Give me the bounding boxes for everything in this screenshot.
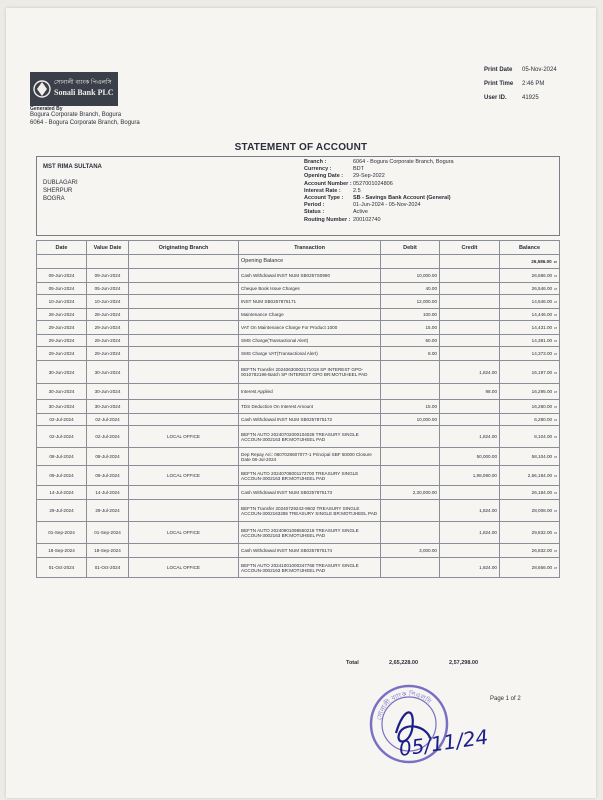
row-value-date: 02-Jul-2024 — [87, 414, 129, 426]
table-row — [37, 269, 560, 283]
opening-balance-row — [37, 255, 560, 269]
table-row — [37, 544, 560, 558]
row-date: 30-Jun-2024 — [37, 400, 87, 414]
table-row — [37, 321, 560, 335]
row-branch: LOCAL OFFICE — [129, 522, 239, 544]
user-id: User ID. 41925 — [484, 95, 539, 101]
table-row — [37, 361, 560, 384]
row-transaction: BEFTN AUTO 20240901098550218 TREASURY SINGLE ACCOUN-3002163 BR:MOTIJHEEL PAD — [239, 522, 381, 544]
row-credit — [440, 335, 500, 347]
row-debit — [381, 361, 440, 384]
row-credit — [440, 544, 500, 558]
col-value-date: Value Date — [87, 241, 129, 255]
row-transaction: BEFTN AUTO 20240708001173700 TREASURY SINGLE ACCOUN-3002163 BR:MOTIJHEEL PAD — [239, 466, 381, 486]
row-debit — [381, 448, 440, 466]
row-credit: 1,98,080.00 — [440, 466, 500, 486]
total-label: Total — [346, 660, 359, 666]
row-transaction: Maintenance Charge — [239, 309, 381, 321]
row-date: 29-Jun-2024 — [37, 335, 87, 347]
row-debit — [381, 466, 440, 486]
row-balance: 26,184.00 cr — [500, 486, 560, 500]
table-row — [37, 347, 560, 361]
interest-rate-field: Interest Rate : 2.5 — [304, 187, 361, 194]
row-debit: 40.00 — [381, 283, 440, 295]
row-balance: 58,104.00 cr — [500, 448, 560, 466]
row-debit: 100.00 — [381, 309, 440, 321]
col-transaction: Transaction — [239, 241, 381, 255]
row-credit: 1,824.00 — [440, 500, 500, 522]
row-date: 01-Sep-2024 — [37, 522, 87, 544]
row-transaction: SMS Charge(Transactional Alert) — [239, 335, 381, 347]
row-value-date: 18-Sep-2024 — [87, 544, 129, 558]
row-balance: 16,280.00 cr — [500, 400, 560, 414]
total-credit: 2,57,298.00 — [449, 660, 479, 666]
row-credit — [440, 400, 500, 414]
row-value-date: 01-Sep-2024 — [87, 522, 129, 544]
row-branch — [129, 309, 239, 321]
row-date: 08-Jul-2024 — [37, 448, 87, 466]
row-debit — [381, 426, 440, 448]
customer-address — [43, 163, 102, 203]
row-credit — [440, 295, 500, 309]
row-branch — [129, 414, 239, 426]
row-branch — [129, 448, 239, 466]
table-row — [37, 400, 560, 414]
row-date: 01-Oct-2024 — [37, 558, 87, 578]
row-balance: 2,56,184.00 cr — [500, 466, 560, 486]
opening-balance-value: 26,586.00 cr — [500, 255, 560, 269]
print-date: Print Date 05-Nov-2024 — [484, 67, 557, 73]
print-time: Print Time 2:46 PM — [484, 81, 545, 87]
generated-branch-code: 6064 - Bogura Corporate Branch, Bogura — [30, 120, 140, 126]
row-credit: 1,824.00 — [440, 522, 500, 544]
row-value-date: 10-Jun-2024 — [87, 295, 129, 309]
table-row — [37, 384, 560, 400]
row-date: 02-Jul-2024 — [37, 414, 87, 426]
row-value-date: 29-Jun-2024 — [87, 347, 129, 361]
row-value-date: 05-Jun-2024 — [87, 283, 129, 295]
statement-page — [6, 8, 596, 798]
row-balance: 28,656.00 cr — [500, 558, 560, 578]
row-balance: 29,832.00 cr — [500, 522, 560, 544]
row-branch: LOCAL OFFICE — [129, 558, 239, 578]
row-branch — [129, 283, 239, 295]
row-branch — [129, 335, 239, 347]
row-value-date: 02-Jul-2024 — [87, 426, 129, 448]
account-type-field: Account Type : SB - Savings Bank Account (General) — [304, 195, 451, 202]
row-transaction: Cash Withdrawal INST NUM SB0257875172 — [239, 414, 381, 426]
row-branch — [129, 295, 239, 309]
row-date: 29-Jul-2024 — [37, 500, 87, 522]
row-date: 14-Jul-2024 — [37, 486, 87, 500]
table-row — [37, 295, 560, 309]
row-balance: 16,197.00 cr — [500, 361, 560, 384]
transactions-table — [36, 240, 560, 578]
period-field: Period : 01-Jun-2024 - 05-Nov-2024 — [304, 202, 421, 209]
row-credit: 98.00 — [440, 384, 500, 400]
row-debit — [381, 384, 440, 400]
bank-name-bn: সোনালী ব্যাংক পিএলসি — [54, 79, 112, 86]
row-transaction: VAT On Maintenance Charge For Product 1000 — [239, 321, 381, 335]
opening-date-field: Opening Date : 29-Sep-2022 — [304, 173, 385, 180]
row-transaction: BEFTN Transfer 20240729243-9602 TREASURY SINGLE ACCOUN-3002163285 TREASURY SINGLE BR:MOTIJHEEL PAD — [239, 500, 381, 522]
row-branch: LOCAL OFFICE — [129, 466, 239, 486]
row-credit: 1,824.00 — [440, 426, 500, 448]
row-credit — [440, 347, 500, 361]
row-debit: 10,000.00 — [381, 414, 440, 426]
table-row — [37, 309, 560, 321]
row-balance: 26,546.00 cr — [500, 283, 560, 295]
row-branch — [129, 384, 239, 400]
row-balance: 14,373.00 cr — [500, 347, 560, 361]
page-title: STATEMENT OF ACCOUNT — [234, 142, 368, 153]
row-debit: 12,000.00 — [381, 295, 440, 309]
row-transaction: Cash Withdrawal INST NUM SB0257875173 — [239, 486, 381, 500]
row-debit: 8.00 — [381, 347, 440, 361]
row-transaction: Cash Withdrawal INST NUM SB0257875174 — [239, 544, 381, 558]
customer-name: MST RIMA SULTANA — [43, 164, 102, 170]
row-credit — [440, 486, 500, 500]
row-value-date: 09-Jul-2024 — [87, 466, 129, 486]
row-transaction: Interest Applied — [239, 384, 381, 400]
table-header-row — [37, 241, 560, 255]
currency-field: Currency : BDT — [304, 166, 364, 173]
row-value-date: 29-Jul-2024 — [87, 500, 129, 522]
opening-balance-label: Opening Balance — [239, 255, 381, 269]
row-balance: 26,586.00 cr — [500, 269, 560, 283]
row-value-date: 09-Jun-2024 — [87, 269, 129, 283]
generated-branch: Bogura Corporate Branch, Bogura — [30, 112, 122, 118]
row-debit — [381, 500, 440, 522]
table-row — [37, 426, 560, 448]
table-row — [37, 486, 560, 500]
row-date: 28-Jun-2024 — [37, 309, 87, 321]
row-balance: 8,104.00 cr — [500, 426, 560, 448]
account-number-field: Account Number :0527001024806 — [304, 180, 393, 187]
row-branch — [129, 361, 239, 384]
row-credit — [440, 283, 500, 295]
row-credit: 50,000.00 — [440, 448, 500, 466]
row-value-date: 30-Jun-2024 — [87, 361, 129, 384]
table-row — [37, 283, 560, 295]
row-date: 29-Jun-2024 — [37, 321, 87, 335]
row-balance: 14,431.00 cr — [500, 321, 560, 335]
row-value-date: 01-Oct-2024 — [87, 558, 129, 578]
row-debit — [381, 558, 440, 578]
row-branch — [129, 269, 239, 283]
row-credit — [440, 269, 500, 283]
row-date: 29-Jun-2024 — [37, 347, 87, 361]
row-balance: 6,280.00 cr — [500, 414, 560, 426]
row-value-date: 30-Jun-2024 — [87, 384, 129, 400]
col-date: Date — [37, 241, 87, 255]
row-date: 30-Jun-2024 — [37, 384, 87, 400]
row-transaction: Dep Repay A/c: 0607028607077-1 Principal SBF 50000 Closure Date 08-Jul-2024 — [239, 448, 381, 466]
row-value-date: 30-Jun-2024 — [87, 400, 129, 414]
col-originating-branch: Originating Branch — [129, 241, 239, 255]
row-date: 09-Jun-2024 — [37, 269, 87, 283]
table-row — [37, 558, 560, 578]
row-branch — [129, 400, 239, 414]
row-date: 10-Jun-2024 — [37, 295, 87, 309]
table-row — [37, 522, 560, 544]
row-debit: 50.00 — [381, 335, 440, 347]
routing-field: Routing Number : 200102740 — [304, 216, 381, 223]
address-line-2: SHERPUR — [43, 188, 73, 194]
row-branch — [129, 486, 239, 500]
row-date: 02-Jul-2024 — [37, 426, 87, 448]
row-balance: 26,832.00 cr — [500, 544, 560, 558]
col-balance: Balance — [500, 241, 560, 255]
row-transaction: SMS Charge VAT(Transactional Alert) — [239, 347, 381, 361]
row-debit: 10,000.00 — [381, 269, 440, 283]
row-credit — [440, 321, 500, 335]
signature — [386, 698, 506, 768]
row-transaction: BEFTN AUTO 20240702000104028 TREASURY SINGLE ACCOUN-3002163 BR:MOTIJHEEL PAD — [239, 426, 381, 448]
branch-field: Branch : 6064 - Bogura Corporate Branch, Bogura — [304, 159, 454, 165]
row-debit: 15.00 — [381, 321, 440, 335]
row-balance: 14,446.00 cr — [500, 309, 560, 321]
total-debit: 2,65,228.00 — [389, 660, 419, 666]
row-date: 18-Sep-2024 — [37, 544, 87, 558]
account-info-box — [36, 156, 560, 236]
row-transaction: TDS Deduction On Interest Amount — [239, 400, 381, 414]
bank-name: Sonali Bank PLC — [54, 88, 114, 97]
row-value-date: 29-Jun-2024 — [87, 335, 129, 347]
row-balance: 14,546.00 cr — [500, 295, 560, 309]
signature-date: 05/11/24 — [397, 724, 490, 761]
row-branch — [129, 321, 239, 335]
col-credit: Credit — [440, 241, 500, 255]
row-value-date: 29-Jun-2024 — [87, 321, 129, 335]
row-date: 05-Jun-2024 — [37, 283, 87, 295]
generated-by-label: Generated By — [30, 106, 63, 112]
address-line-3: BOGRA — [43, 196, 65, 202]
row-debit: 3,000.00 — [381, 544, 440, 558]
row-credit — [440, 309, 500, 321]
row-date: 30-Jun-2024 — [37, 361, 87, 384]
row-value-date: 28-Jun-2024 — [87, 309, 129, 321]
address-line-1: DUBLAGARI — [43, 180, 78, 186]
row-transaction: BEFTN AUTO 20241001000347768 TREASURY SINGLE ACCOUN-3002163 BR:MOTIJHEEL PAD — [239, 558, 381, 578]
row-credit: 1,824.00 — [440, 558, 500, 578]
row-value-date: 08-Jul-2024 — [87, 448, 129, 466]
sonali-bank-logo — [30, 72, 118, 106]
row-debit: 2,30,000.00 — [381, 486, 440, 500]
row-credit — [440, 414, 500, 426]
table-row — [37, 448, 560, 466]
row-balance: 28,008.00 cr — [500, 500, 560, 522]
table-row — [37, 500, 560, 522]
row-transaction: INST NUM SB0257875171 — [239, 295, 381, 309]
row-debit: 15.00 — [381, 400, 440, 414]
row-date: 09-Jul-2024 — [37, 466, 87, 486]
row-branch — [129, 544, 239, 558]
row-credit: 1,824.00 — [440, 361, 500, 384]
row-debit — [381, 522, 440, 544]
svg-text:সোনালী ব্যাংক পিএলসি: সোনালী ব্যাংক পিএলসি — [375, 689, 433, 721]
status-field: Status : Active — [304, 209, 368, 216]
row-transaction: Cheque Book Issue Charges — [239, 283, 381, 295]
table-row — [37, 414, 560, 426]
row-branch: LOCAL OFFICE — [129, 426, 239, 448]
row-branch — [129, 347, 239, 361]
row-balance: 16,295.00 cr — [500, 384, 560, 400]
col-debit: Debit — [381, 241, 440, 255]
row-value-date: 14-Jul-2024 — [87, 486, 129, 500]
account-details — [304, 159, 454, 224]
table-row — [37, 466, 560, 486]
page-number: Page 1 of 2 — [490, 696, 521, 702]
row-transaction: BEFTN Transfer 20240630002171018 SP INTEREST GPO-0010782196-Batch SP INTEREST GPO BR:MOTIJHEEL PAD — [239, 361, 381, 384]
row-transaction: Cash Withdrawal INST NUM SB0257S0980 — [239, 269, 381, 283]
row-balance: 14,381.00 cr — [500, 335, 560, 347]
row-branch — [129, 500, 239, 522]
table-row — [37, 335, 560, 347]
